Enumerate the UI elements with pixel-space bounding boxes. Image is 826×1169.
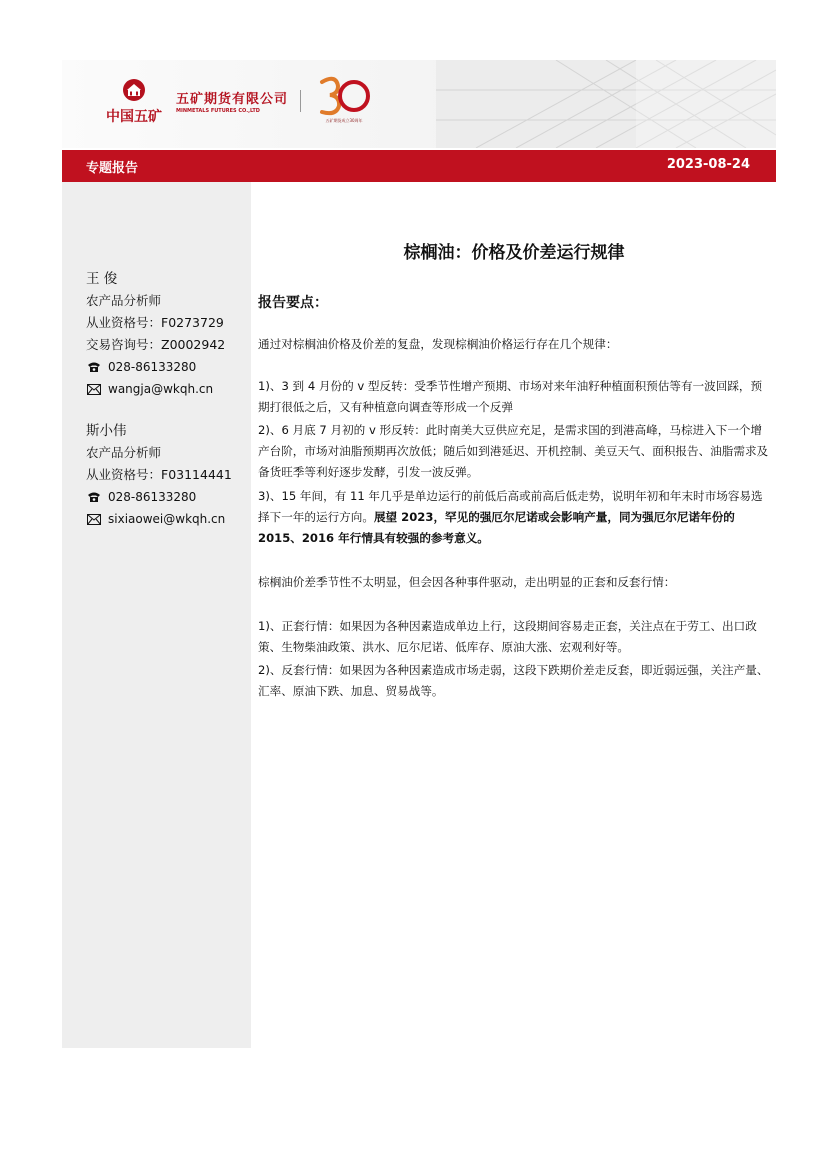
building-photo-decoration	[436, 60, 776, 148]
analyst-sidebar	[62, 182, 251, 1048]
envelope-icon	[86, 384, 102, 395]
analyst-card	[86, 268, 225, 400]
report-banner	[62, 150, 776, 182]
point-3-text: 3)、15 年间，有 11 年几乎是单边运行的前低后高或前高后低走势，说明年初和年末时市场容易选择下一年的运行方向。	[258, 489, 763, 524]
analyst-name: 斯小伟	[86, 423, 127, 439]
analyst-card	[86, 420, 232, 530]
spread-intro-paragraph: 棕榈油价差季节性不太明显，但会因各种事件驱动，走出明显的正套和反套行情：	[258, 575, 676, 589]
analyst-phone: 028-86133280	[108, 490, 197, 504]
company-name-en: MINMETALS FUTURES CO.,LTD	[176, 108, 260, 114]
analyst-email[interactable]: wangja@wkqh.cn	[108, 382, 214, 396]
analyst-phone-row	[86, 486, 232, 508]
section-heading: 报告要点：	[258, 295, 328, 311]
minmetals-futures-logo	[176, 88, 288, 114]
analyst-consulting-id: 交易咨询号：Z0002942	[86, 337, 226, 352]
page-header	[62, 60, 776, 148]
spread-1-paragraph: 1)、正套行情：如果因为各种因素造成单边上行，这段期间容易走正套，关注点在于劳工、出口政策、生物柴油政策、洪水、厄尔尼诺、低库存、原油大涨、宏观利好等。	[258, 619, 757, 654]
company-name-cn: 五矿期货有限公司	[176, 92, 289, 107]
point-3-paragraph	[258, 486, 772, 549]
report-type-label: 专题报告	[86, 161, 139, 176]
logo-separator	[300, 90, 301, 112]
analyst-phone-row	[86, 356, 225, 378]
anniversary-30-logo	[316, 74, 372, 130]
analyst-phone: 028-86133280	[108, 360, 197, 374]
phone-icon	[86, 491, 102, 503]
analyst-title: 农产品分析师	[86, 445, 162, 460]
point-1-paragraph: 1)、3 到 4 月份的 v 型反转：受季节性增产预期、市场对来年油籽种植面积预估等有一波回踩，预期打很低之后，又有种植意向调查等形成一个反弹	[258, 379, 763, 414]
analyst-name: 王 俊	[86, 271, 118, 287]
minmetals-emblem-icon	[122, 78, 146, 102]
analyst-email[interactable]: sixiaowei@wkqh.cn	[108, 512, 226, 526]
point-3-highlight: 展望 2023，罕见的强厄尔尼诺或会影响产量，同为强厄尔尼诺年份的 2015、2016 年行情具有较强的参考意义。	[258, 510, 735, 545]
analyst-email-row	[86, 508, 232, 530]
cm-logo-text: 中国五矿	[106, 109, 162, 125]
point-2-paragraph: 2)、6 月底 7 月初的 v 形反转：此时南美大豆供应充足，是需求国的到港高峰，马棕进入下一个增产台阶，市场对油脂预期再次放低；随后如到港延迟、开机控制、美豆天气、面积报告、油脂需求及备货旺季等利好逐步发酵，引发一波反弹。	[258, 423, 769, 479]
analyst-qualification: 从业资格号：F03114441	[86, 467, 232, 482]
china-minmetals-logo	[102, 76, 166, 140]
analyst-qualification: 从业资格号：F0273729	[86, 315, 224, 330]
anniversary-30-icon	[316, 74, 372, 118]
phone-icon	[86, 361, 102, 373]
anniversary-caption: 五矿期货成立30周年	[325, 118, 363, 123]
report-date: 2023-08-24	[666, 157, 750, 172]
spread-2-paragraph: 2)、反套行情：如果因为各种因素造成市场走弱，这段下跌期价差走反套，即近弱远强，关注产量、汇率、原油下跌、加息、贸易战等。	[258, 663, 769, 698]
envelope-icon	[86, 514, 102, 525]
report-title: 棕榈油：价格及价差运行规律	[403, 243, 625, 263]
intro-paragraph: 通过对棕榈油价格及价差的复盘，发现棕榈油价格运行存在几个规律：	[258, 337, 618, 351]
analyst-email-row	[86, 378, 225, 400]
analyst-title: 农产品分析师	[86, 293, 162, 308]
